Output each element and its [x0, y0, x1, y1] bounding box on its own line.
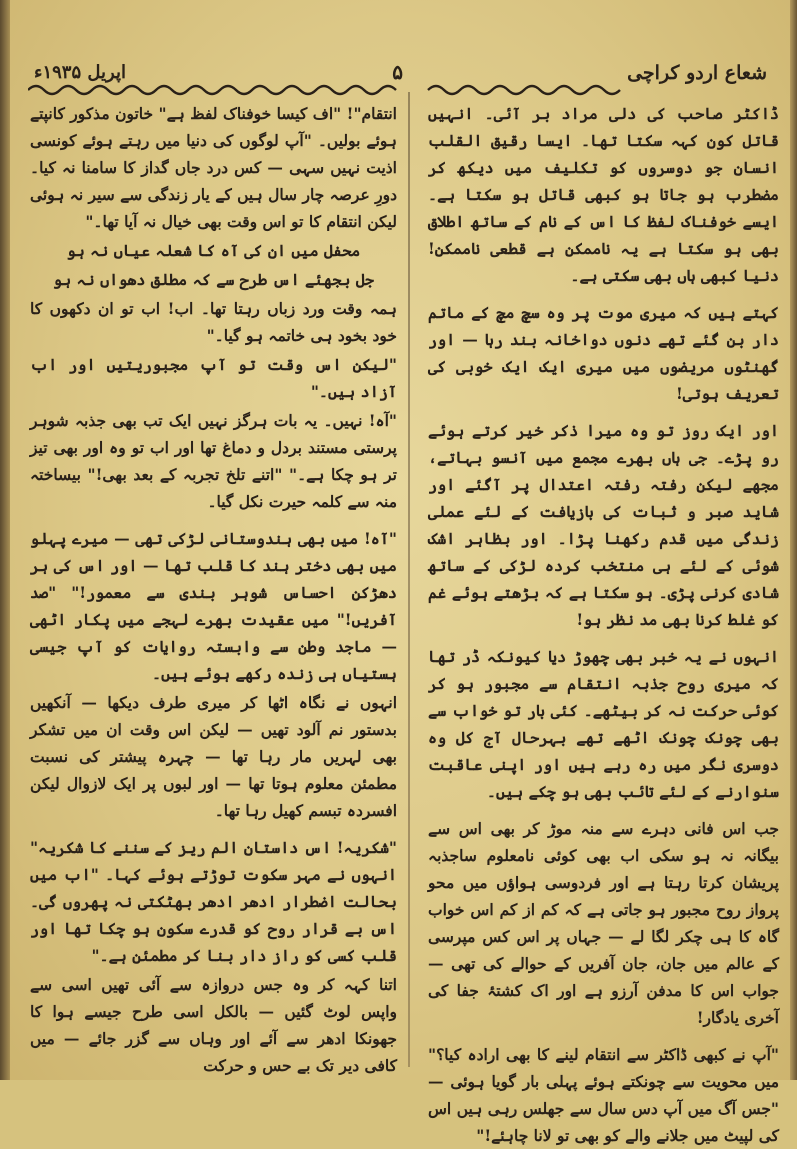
paragraph: "شکریہ! اس داستان الم ریز کے سننے کا شکریہ" انہوں نے مہر سکوت توڑتے ہوئے کہا۔ "اب میں بحالت اضطرار ادھر ادھر بھٹکتی نہ پھروں گی۔ اس بے قرار روح کو قدرے سکون ہو چکا تھا اور قلب کسی کو راز دار بنا کر مطمئن ہے۔" [30, 838, 397, 965]
paragraph: "آپ نے کبھی ڈاکٹر سے انتقام لینے کا بھی ارادہ کیا؟" میں محویت سے چونکتے ہوئے پہلی بار گویا ہوئی — "جس آگ میں آپ دس سال سے جھلس رہی ہیں اس کی لپیٹ میں جلانے والے کو بھی تو لانا چاہئے!" [428, 1045, 779, 1145]
paragraph: ہمہ وقت ورد زباں رہتا تھا۔ اب! اب تو ان دکھوں کا خود بخود ہی خاتمہ ہو گیا۔" [30, 299, 397, 345]
paragraph: "آہ! نہیں۔ یہ بات ہرگز نہیں ایک تب بھی جذبہ شوہر پرستی مستند بردل و دماغ تھا اور اب تو وہ اور بھی تیز تر ہو چکا ہے۔" "اتنے تلخ تجربہ کے بعد بھی!" بیساختہ منہ سے کلمہ حیرت نکل گیا۔ [30, 411, 397, 511]
paragraph: انہوں نے یہ خبر بھی چھوڑ دیا کیونکہ ڈر تھا کہ میری روح جذبہ انتقام سے مجبور ہو کر کوئی حرکت نہ کر بیٹھے۔ کئی بار تو خواب سے بھی چونک چونک اٹھے تھے بہرحال آج کل وہ دوسری نگر میں رہ رہے ہیں اور اپنی عاقبت سنوارنے کے لئے تائب بھی ہو چکے ہیں۔ [428, 647, 779, 801]
verse-line: محفل میں ان کی آہ کا شعلہ عیاں نہ ہو [66, 241, 361, 260]
magazine-title: شعاع اردو کراچی [627, 62, 767, 84]
paragraph: اور ایک روز تو وہ میرا ذکر خیر کرتے ہوئے رو پڑے۔ جی ہاں بھرے مجمع میں آنسو بہاتے، مجھے لیکن رفتہ رفتہ اعتدال پر آگئے اور شاید صبر و ثبات کی بازیافت کے لئے عملی زندگی میں قدم رکھنا پڑا۔ اور بظاہر اشک شوئی کے لئے ہی منتخب کردہ لڑکی کے ساتھ شادی کرنی پڑی۔ ہو سکتا ہے کہ بڑھتے ہوئے غم کو غلط کرنا بھی مد نظر ہو! [428, 421, 779, 629]
left-column [30, 100, 397, 1075]
page-right-edge [790, 0, 797, 1080]
paragraph: ڈاکٹر صاحب کی دلی مراد بر آئی۔ انہیں قاتل کون کہہ سکتا تھا۔ ایسا رقیق القلب انسان جو دوسروں کو تکلیف میں دیکھ کر مضطرب ہو جاتا ہو کبھی قاتل ہو سکتا ہے۔ ایسے خوفناک لفظ کا اس کے نام کے ساتھ اطلاق بھی ہو سکتا ہے یہ ناممکن ہے قطعی ناممکن! دنیا کبھی ہاں بھی سکتی ہے۔ [428, 104, 779, 285]
paragraph: انتقام"! "اف کیسا خوفناک لفظ ہے" خاتون مذکور کانپتے ہوئے بولیں۔ "آپ لوگوں کی دنیا میں رہتے ہوئے کونسی اذیت نہیں سہی — کس درد جاں گداز کا سامنا نہ کیا۔ دورِ عرصہ چار سال ہیں کے یار زندگی سے سیر نہ ہوئی لیکن انتقام کا تو اس وقت بھی خیال نہ آیا تھا۔" [30, 104, 397, 231]
paragraph: انہوں نے نگاہ اٹھا کر میری طرف دیکھا — آنکھیں بدستور نم آلود تھیں — لیکن اس وقت ان میں تشکر بھی لہریں مار رہا تھا — چہرہ پیشتر کی نسبت مطمئن معلوم ہوتا تھا — اور لبوں پر ایک لازوال لیکن افسردہ تبسم کھیل رہا تھا۔ [30, 693, 397, 820]
verse-line: جل بجھئے اس طرح سے کہ مطلق دھواں نہ ہو [52, 270, 375, 289]
paragraph: "لیکن اس وقت تو آپ مجبوریتیں اور اب آزاد ہیں۔" [30, 355, 397, 401]
page-header [28, 58, 775, 96]
paragraph: کہتے ہیں کہ میری موت پر وہ سچ مچ کے ماتم دار بن گئے تھے دنوں دواخانہ بند رہا — اور گھنٹوں مریضوں میں میری ایک ایک خوبی کی تعریف ہوتی! [428, 303, 779, 403]
paragraph: اتنا کہہ کر وہ جس دروازہ سے آئی تھیں اسی سے واپس لوٹ گئیں — بالکل اسی طرح جیسے ہوا کا جھونکا ادھر سے آئے اور وہاں سے گزر جائے — میں کافی دیر تک بے حس و حرکت [30, 975, 397, 1075]
paragraph: جب اس فانی دہرے سے منہ موڑ کر بھی اس سے بیگانہ نہ ہو سکی اب بھی کوئی نامعلوم ساجذبہ پریشان کرتا رہتا ہے اور فردوسی ہواؤں میں محو پرواز روح مجبور ہو جاتی ہے کہ کم از کم اس خواب گاہ کا ہی چکر لگا لے — جہاں پر اس کس مپرسی کے عالم میں جان، جان آفریں کے حوالے کی تھی — جواب اس کا مدفن آرزو ہے اور اک کشتۂ جفا کی آخری یادگار! [428, 819, 779, 1027]
page-left-edge [0, 0, 10, 1080]
issue-date: اپریل ۱۹۳۵ء [34, 62, 126, 83]
paragraph: "آہ! میں بھی ہندوستانی لڑکی تھی — میرے پہلو میں بھی دختر ہند کا قلب تھا — اور اس کی ہر دھڑکن احساس شوہر بندی سے معمور!" "صد آفریں!" میں عقیدت بھرے لہجے میں پکار اٹھی — ماجد وطن سے وابستہ روایات کو آپ جیسی ہستیاں ہی زندہ رکھے ہوئے ہیں۔ [30, 529, 397, 683]
page-number: ۵ [392, 60, 403, 84]
column-divider [408, 92, 410, 1067]
right-column [428, 100, 779, 1145]
